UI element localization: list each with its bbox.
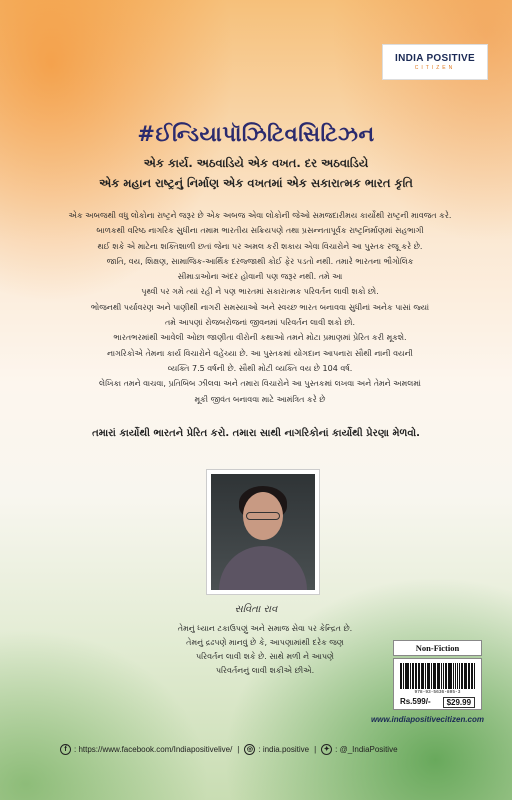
footer-separator: | [237, 744, 240, 754]
social-footer [60, 742, 398, 756]
logo-line1: INDIA POSITIVE [395, 53, 475, 64]
facebook-icon: f [60, 744, 71, 755]
description-line: તમે આપણાં રોજબરોજનાં જીવનમાં પરિવર્તન લાવી શકો છો. [164, 318, 356, 328]
facebook-link[interactable]: : https://www.facebook.com/Indiapositivelive/ [74, 744, 233, 754]
publisher-logo [382, 44, 488, 80]
twitter-handle[interactable]: : @_IndiaPositive [335, 744, 398, 754]
price-row [394, 697, 481, 708]
website-url[interactable]: www.indiapositivecitizen.com [370, 715, 484, 724]
genre-label: Non-Fiction [393, 640, 482, 656]
barcode [400, 663, 476, 689]
description-line: પૃથ્વી પર ગમે ત્યાં રહી ને પણ ભારતમાં સકારાત્મક પરિવર્તન લાવી શકો છો. [141, 287, 379, 297]
logo-line2: CITIZEN [414, 65, 456, 71]
author-name: સવિતા રાવ [234, 604, 278, 615]
book-hashtag-title: #ઈન્ડિયાપૉઝિટિવસિટિઝન [137, 122, 375, 146]
subtitle-line2: એક મહાન રાષ્ટ્રનું નિર્માણ એક વખતમાં એક સકારાત્મક ભારત કૃતિ [99, 176, 413, 190]
price-inr: Rs.599/- [399, 697, 431, 706]
description-line: સીમાડાઓના અંદર હોવાની પણ જરૂર નથી. તમે આ [177, 272, 343, 282]
subtitle-line1: એક કાર્ય. અઠવાડિયે એક વખત. દર અઠવાડિયે [143, 156, 369, 170]
author-bio-line: પરિવર્તન લાવી શકે છે. સાથે મળી ને આપણે [195, 652, 335, 661]
description-line: એક અબજથી વધુ લોકોના રાષ્ટ્રને જરૂર છે એક અબજ એવા લોકોની જેઓ સમજદારીમય કાર્યોથી રાષ્ટ્રની માવજત કરે. [68, 211, 452, 220]
description-line: જાતિ, વય, શિક્ષણ, સામાજિક-આર્થિક દરજ્જાથી કોઈ ફેર પડતો નથી. તમારે ભારતના ભૌગોલિક [106, 256, 414, 266]
author-bio [140, 622, 390, 678]
description-line: ભોજનથી પર્યાવરણ અને પાણીથી નાગરી સમસ્યાઓ અને સ્વચ્છ ભારત બનાવવા સુધીનાં અનેક પાસાં જ્યાં [90, 302, 430, 312]
book-description [40, 208, 480, 407]
description-line: થઈ શકે એ માટેના શક્તિશાળી છતાં જેના પર અમલ કરી શકાય એવા વિચારોને આ પુસ્તક રજૂ કરે છે. [97, 241, 423, 251]
description-line: લેખિકા તમને વાચવા, પ્રતિબિંબ ઝીલવા અને તમારા વિચારોને આ પુસ્તકમાં લખવા અને તેમને અમલમાં [99, 379, 421, 389]
author-bio-line: તેમનું દ્રઢપણે માનવું છે કે, આપણામાંથી દરેક જણ [186, 638, 344, 647]
instagram-handle[interactable]: : india.positive [258, 744, 310, 754]
tagline: તમારાં કાર્યોથી ભારતને પ્રેરિત કરો. તમારા સાથી નાગરિકોનાં કાર્યોથી પ્રેરણા મેળવો. [92, 428, 420, 439]
author-bio-line: પરિવર્તનનું લાવી શકીએ છીએ. [215, 666, 315, 675]
description-line: ભારતભરમાંથી આવેલી ઓછા જાણીતા વીરોની કથાઓ તમને મોટા પ્રમાણમાં પ્રેરિત કરી મૂકશે. [113, 333, 407, 343]
twitter-icon: ✦ [321, 744, 332, 755]
description-line: બાળકથી વરિષ્ઠ નાગરિક સુધીના તમામ ભારતીય સક્રિયપણે તથા પ્રસન્નતાપૂર્વક રાષ્ટ્રનિર્માણમાં સહભાગી [96, 226, 424, 236]
description-line: નાગરિકોએ તેમના કાર્ય વિચારોને વહેંચ્યા છે. આ પુસ્તકમાં યોગદાન આપનારા સૌથી નાની વયની [107, 348, 413, 358]
instagram-icon: ◎ [244, 744, 255, 755]
footer-separator: | [314, 744, 317, 754]
description-line: મૂકી જીવંત બનાવવા માટે આમંત્રિત કરે છે [194, 394, 326, 404]
author-photo [207, 470, 319, 594]
isbn-number: 978-93-5636-805-3 [414, 690, 461, 695]
price-usd: $29.99 [443, 697, 475, 708]
barcode-panel [393, 658, 482, 710]
author-bio-line: તેમનું ધ્યાન ટકાઉપણું અને સમાજ સેવા પર કેન્દ્રિત છે. [177, 624, 353, 633]
description-line: વ્યક્તિ 7.5 વર્ષની છે. સૌથી મોટી વ્યક્તિ વય છે 104 વર્ષ. [167, 363, 353, 373]
